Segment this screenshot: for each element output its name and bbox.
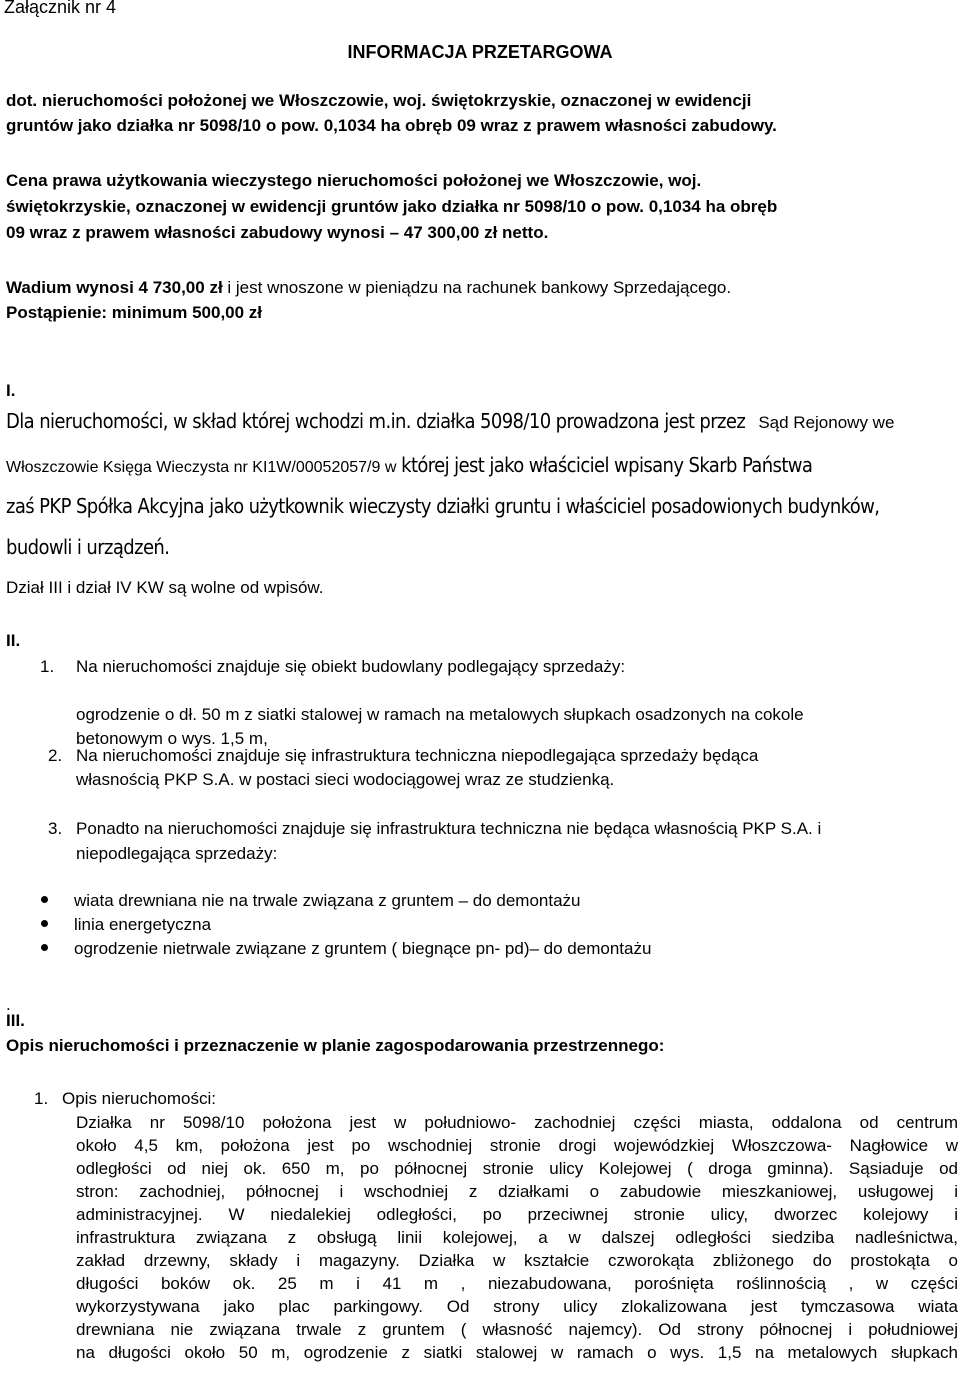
section-3-title: Opis nieruchomości i przeznaczenie w planie zagospodarowania przestrzennego: (6, 1036, 665, 1055)
item-3-number: 3. (48, 819, 63, 838)
item-1-text: Na nieruchomości znajduje się obiekt budowlany podlegający sprzedaży: (76, 657, 626, 676)
section-3-dot: . (6, 995, 11, 1014)
wadium-line (6, 277, 960, 299)
bullet-text: linia energetyczna (74, 915, 212, 934)
description-line: stron: zachodniej, północnej i wschodniej z działkami o zabudowie mieszkaniowej, usługowej i (76, 1182, 958, 1201)
description-line: drewniana nie związana trwale z gruntem ( własność najemcy). Od strony północnej i południowej (76, 1320, 958, 1339)
section-1-text-1a: Dla nieruchomości, w skład której wchodzi m.in. działka 5098/10 prowadzona jest przez (6, 409, 746, 433)
description-line: zakład drzewny, składy i magazyny. Działka w kształcie czworokąta zbliżonego do prostokąta o (76, 1251, 958, 1270)
price-line-2: świętokrzyskie, oznaczonej w ewidencji gruntów jako działka nr 5098/10 o pow. 0,1034 ha obręb (6, 197, 778, 216)
wadium-description: i jest wnoszone w pieniądzu na rachunek bankowy Sprzedającego. (222, 278, 732, 297)
description-line: Działka nr 5098/10 położona jest w południowo- zachodniej części miasta, oddalona od centrum (76, 1113, 958, 1132)
section-1-line-1 (6, 410, 960, 434)
section-1-line-3: zaś PKP Spółka Akcyjna jako użytkownik wieczysty działki gruntu i właściciel posadowionych budynków, (6, 494, 880, 518)
bullet-text: ogrodzenie nietrwale związane z gruntem ( biegnące pn- pd)– do demontażu (74, 939, 652, 958)
bullet-item (41, 890, 960, 912)
item-1-detail-1: ogrodzenie o dł. 50 m z siatki stalowej w ramach na metalowych słupkach osadzonych na cokole (76, 705, 804, 724)
description-line: na długości około 50 m, ogrodzenie z siatki stalowej w ramach o wys. 1,5 na metalowych słupkach (76, 1343, 958, 1362)
item-2-line-1: Na nieruchomości znajduje się infrastruktura techniczna niepodlegająca sprzedaży będąca (76, 746, 759, 765)
item-2-line-2: własnością PKP S.A. w postaci sieci wodociągowej wraz ze studzienką. (76, 770, 615, 789)
section-1-heading: I. (6, 381, 16, 400)
item-1-number: 1. (40, 657, 55, 676)
bullet-item (41, 938, 960, 960)
price-line-3: 09 wraz z prawem własności zabudowy wynosi – 47 300,00 zł netto. (6, 223, 549, 242)
bullet-icon (41, 920, 48, 927)
section-1-text-1b: Sąd Rejonowy we (758, 413, 895, 432)
section-1-line-2 (6, 454, 960, 479)
description-line: odległości od niej ok. 650 m, po północnej stronie ulicy Kolejowej ( droga gminna). Sąsiaduje od (76, 1159, 958, 1178)
subsection-title: Opis nieruchomości: (62, 1089, 217, 1108)
annex-label: Załącznik nr 4 (4, 0, 117, 17)
intro-line-2: gruntów jako działka nr 5098/10 o pow. 0,1034 ha obręb 09 wraz z prawem własności zabudowy. (6, 116, 777, 135)
bullet-item (41, 914, 960, 936)
description-line: około 4,5 km, położona jest po wschodniej stronie drogi wojewódzkiej Włoszczowa- Nagłowice w (76, 1136, 958, 1155)
bullet-text: wiata drewniana nie na trwale związana z gruntem – do demontażu (74, 891, 581, 910)
item-2-number: 2. (48, 746, 63, 765)
section-1-text-2a: Włoszczowie Księga Wieczysta nr KI1W/00052057/9 w (6, 459, 397, 476)
item-1-detail-2: betonowym o wys. 1,5 m, (76, 729, 268, 748)
subsection-number: 1. (34, 1089, 49, 1108)
item-3-line-1: Ponadto na nieruchomości znajduje się infrastruktura techniczna nie będąca własnością PKP S.A. i (76, 819, 822, 838)
section-1-text-2b: której jest jako właściciel wpisany Skarb Państwa (401, 453, 813, 477)
document-title: INFORMACJA PRZETARGOWA (347, 42, 613, 62)
intro-line-1: dot. nieruchomości położonej we Włoszczowie, woj. świętokrzyskie, oznaczonej w ewidencji (6, 91, 752, 110)
description-line: wykorzystywana jako plac parkingowy. Od strony ulicy zlokalizowana jest tymczasowa wiata (76, 1297, 958, 1316)
description-line: długości boków ok. 25 m i 41 m , niezabudowana, porośnięta roślinnością , w części (76, 1274, 958, 1293)
wadium-amount: Wadium wynosi 4 730,00 zł (6, 278, 223, 297)
section-1-line-5: Dział III i dział IV KW są wolne od wpisów. (6, 578, 324, 597)
section-1-line-4: budowli i urządzeń. (6, 535, 170, 559)
price-line-1: Cena prawa użytkowania wieczystego nieruchomości położonej we Włoszczowie, woj. (6, 171, 702, 190)
postapienie-line: Postąpienie: minimum 500,00 zł (6, 303, 263, 322)
bullet-icon (41, 944, 48, 951)
description-line: infrastruktura związana z obsługą linii kolejowej, a w dalszej odległości siedziba nadleśnictwa, (76, 1228, 958, 1247)
section-3-heading: III. (6, 1011, 25, 1030)
bullet-icon (41, 896, 48, 903)
item-3-line-2: niepodlegająca sprzedaży: (76, 844, 278, 863)
description-line: administracyjnej. W niedalekiej odległości, po przeciwnej stronie ulicy, dworzec kolejowy i (76, 1205, 958, 1224)
section-2-heading: II. (6, 631, 21, 650)
